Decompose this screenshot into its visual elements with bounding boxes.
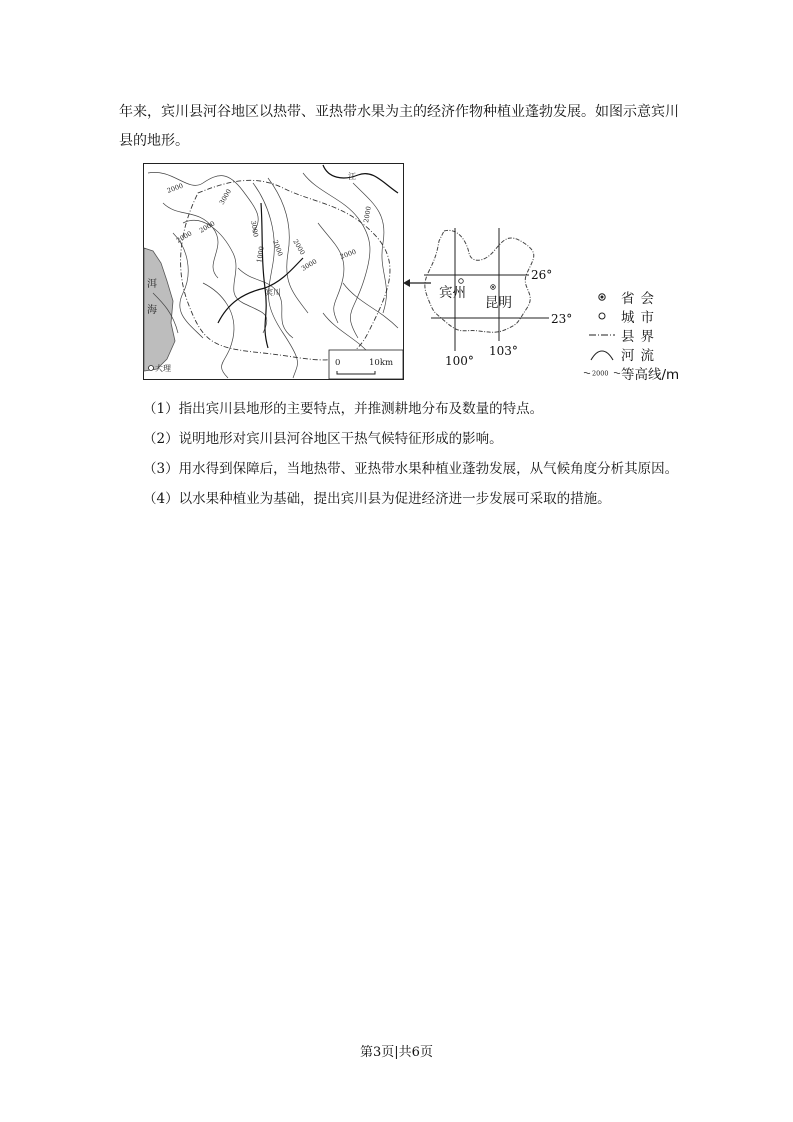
latitude-label: 23° (551, 312, 573, 326)
question-item: （4）以水果种植业为基础，提出宾川县为促进经济进一步发展可采取的措施。 (143, 491, 611, 507)
contour-label: 2000 (271, 238, 285, 258)
dali-marker (149, 366, 154, 371)
contour-label: 2000 (198, 219, 217, 235)
question-item: （2）说明地形对宾川县河谷地区干热气候特征形成的影响。 (143, 431, 503, 447)
contour-label: 2000 (291, 238, 307, 257)
kunming-label: 昆明 (485, 295, 512, 311)
dali-label: 大理 (155, 364, 171, 373)
legend-item-boundary (583, 325, 693, 344)
pointer-arrow-icon (403, 279, 410, 287)
longitude-label: 100° (445, 354, 474, 368)
question-list (143, 394, 703, 514)
contour-label: 2000 (362, 205, 373, 224)
legend-label: 县界 (621, 328, 660, 345)
capital-dot-icon (583, 292, 621, 302)
map-legend (583, 287, 693, 382)
question-item: （3）用水得到保障后，当地热带、亚热带水果种植业蓬勃发展，从气候角度分析其原因。 (143, 461, 679, 477)
legend-label: 城市 (621, 309, 660, 326)
legend-item-city (583, 306, 693, 325)
lake-label-2: 海 (147, 305, 157, 316)
scale-distance: 10km (369, 358, 394, 368)
intro-paragraph: 年来，宾川县河谷地区以热带、亚热带水果为主的经济作物种植业蓬勃发展。如图示意宾川县的地形。 (119, 104, 679, 149)
question-item: （1）指出宾川县地形的主要特点，并推测耕地分布及数量的特点。 (143, 401, 544, 417)
contour-label: 2000 (175, 229, 194, 245)
legend-item-capital (583, 287, 693, 306)
binchuan-label: 宾川 (265, 288, 281, 297)
contour-icon (583, 368, 621, 378)
longitude-label: 103° (489, 344, 518, 358)
river-icon (583, 347, 621, 361)
contour-label: 3000 (300, 257, 319, 273)
kunming-marker (492, 286, 494, 288)
legend-item-river (583, 344, 693, 363)
scale-zero: 0 (335, 358, 341, 368)
page-footer: 第3页|共6页 (360, 1045, 433, 1060)
yunnan-outline (425, 230, 534, 332)
legend-item-contour (583, 363, 693, 382)
figure (143, 163, 698, 383)
contour-label: 3000 (249, 219, 260, 238)
contour-label: 2000 (338, 247, 358, 261)
legend-label: 等高线/m (621, 366, 680, 383)
contour-label: 2000 (165, 181, 185, 195)
contour-sample-label: 2000 (592, 369, 609, 377)
contour-label: 3000 (217, 187, 234, 206)
lake-label-1: 洱 (147, 279, 157, 290)
city-circle-icon (583, 311, 621, 321)
river-label: 江 (348, 172, 356, 181)
inset-map (399, 223, 584, 368)
legend-label: 省会 (621, 290, 660, 307)
contour-label: 1000 (255, 245, 266, 264)
binzhou-label: 宾州 (439, 285, 466, 301)
legend-label: 河流 (621, 347, 660, 364)
binzhou-marker (459, 279, 464, 284)
topographic-map (143, 163, 405, 381)
county-boundary-icon (583, 331, 621, 339)
latitude-label: 26° (531, 268, 553, 282)
